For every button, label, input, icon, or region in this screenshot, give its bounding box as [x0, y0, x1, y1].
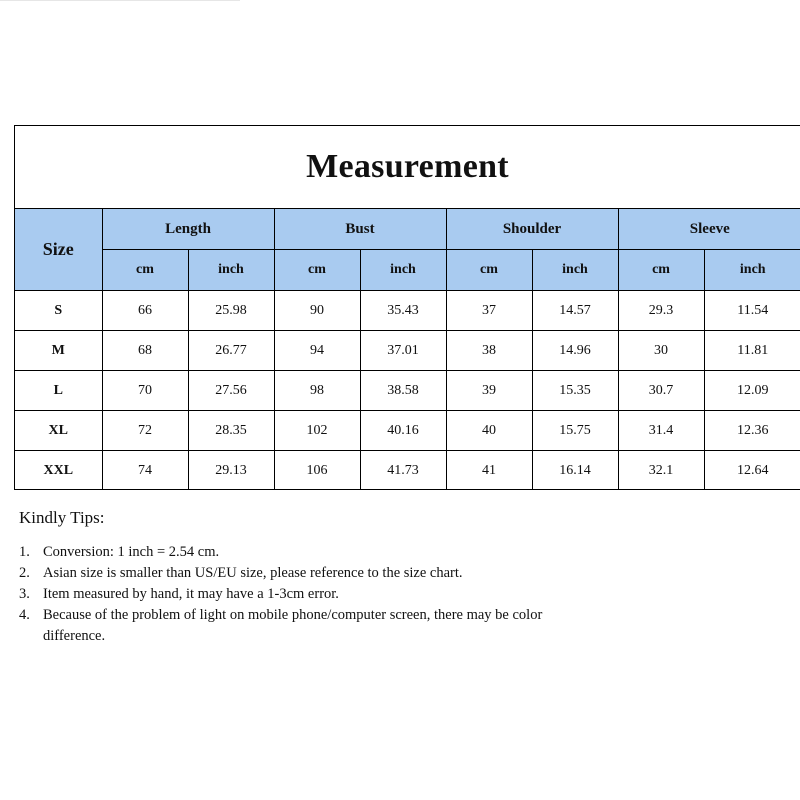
- size-cell: L: [15, 371, 102, 411]
- table-cell: 37: [446, 291, 532, 331]
- table-row: [15, 451, 800, 491]
- length-header: Length: [102, 209, 274, 250]
- table-row: [15, 411, 800, 451]
- size-cell: S: [15, 291, 102, 331]
- table-cell: 38: [446, 331, 532, 371]
- table-cell: 40.16: [360, 411, 446, 451]
- unit-header: inch: [188, 250, 274, 291]
- unit-header-row: [15, 250, 800, 291]
- table-cell: 98: [274, 371, 360, 411]
- unit-header: cm: [102, 250, 188, 291]
- kindly-tips: [19, 508, 799, 647]
- title-row: [15, 126, 800, 209]
- unit-header: cm: [446, 250, 532, 291]
- shoulder-header: Shoulder: [446, 209, 618, 250]
- top-divider: [0, 0, 240, 1]
- tip-text: Item measured by hand, it may have a 1-3cm error.: [43, 586, 339, 602]
- table-cell: 12.64: [704, 451, 800, 491]
- unit-header: inch: [360, 250, 446, 291]
- table-cell: 25.98: [188, 291, 274, 331]
- table-cell: 26.77: [188, 331, 274, 371]
- size-cell: M: [15, 331, 102, 371]
- size-chart: [14, 125, 800, 490]
- tip-text: Conversion: 1 inch = 2.54 cm.: [43, 544, 220, 560]
- table-cell: 41.73: [360, 451, 446, 491]
- table-row: [15, 331, 800, 371]
- table-cell: 27.56: [188, 371, 274, 411]
- size-cell: XL: [15, 411, 102, 451]
- unit-header: cm: [618, 250, 704, 291]
- table-cell: 15.75: [532, 411, 618, 451]
- measurement-table: [15, 209, 800, 490]
- table-row: [15, 291, 800, 331]
- table-cell: 102: [274, 411, 360, 451]
- table-cell: 14.96: [532, 331, 618, 371]
- unit-header: inch: [532, 250, 618, 291]
- table-cell: 29.3: [618, 291, 704, 331]
- unit-header: inch: [704, 250, 800, 291]
- chart-title: Measurement: [306, 148, 509, 185]
- table-cell: 11.54: [704, 291, 800, 331]
- size-header: Size: [15, 209, 102, 291]
- table-cell: 106: [274, 451, 360, 491]
- tip-text: Because of the problem of light on mobile phone/computer screen, there may be color difference.: [43, 607, 543, 644]
- table-cell: 14.57: [532, 291, 618, 331]
- tip-number: 4.: [19, 607, 30, 623]
- table-cell: 37.01: [360, 331, 446, 371]
- table-cell: 70: [102, 371, 188, 411]
- table-cell: 39: [446, 371, 532, 411]
- table-cell: 41: [446, 451, 532, 491]
- table-cell: 66: [102, 291, 188, 331]
- size-cell: XXL: [15, 451, 102, 491]
- tip-number: 2.: [19, 565, 30, 581]
- sleeve-header: Sleeve: [618, 209, 800, 250]
- tip-number: 3.: [19, 586, 30, 602]
- group-header-row: [15, 209, 800, 250]
- table-cell: 35.43: [360, 291, 446, 331]
- bust-header: Bust: [274, 209, 446, 250]
- tip-item: [19, 542, 799, 563]
- table-cell: 12.09: [704, 371, 800, 411]
- table-cell: 30.7: [618, 371, 704, 411]
- table-cell: 38.58: [360, 371, 446, 411]
- table-cell: 72: [102, 411, 188, 451]
- table-cell: 11.81: [704, 331, 800, 371]
- table-cell: 15.35: [532, 371, 618, 411]
- table-cell: 68: [102, 331, 188, 371]
- tip-item: [19, 605, 799, 647]
- tip-item: [19, 563, 799, 584]
- table-cell: 31.4: [618, 411, 704, 451]
- table-cell: 90: [274, 291, 360, 331]
- table-cell: 12.36: [704, 411, 800, 451]
- table-cell: 32.1: [618, 451, 704, 491]
- table-cell: 30: [618, 331, 704, 371]
- table-cell: 40: [446, 411, 532, 451]
- table-row: [15, 371, 800, 411]
- table-cell: 16.14: [532, 451, 618, 491]
- table-cell: 74: [102, 451, 188, 491]
- tip-number: 1.: [19, 544, 30, 560]
- tip-text: Asian size is smaller than US/EU size, please reference to the size chart.: [43, 565, 463, 581]
- table-cell: 28.35: [188, 411, 274, 451]
- unit-header: cm: [274, 250, 360, 291]
- table-cell: 94: [274, 331, 360, 371]
- table-cell: 29.13: [188, 451, 274, 491]
- tip-item: [19, 584, 799, 605]
- tips-title: Kindly Tips:: [19, 508, 105, 527]
